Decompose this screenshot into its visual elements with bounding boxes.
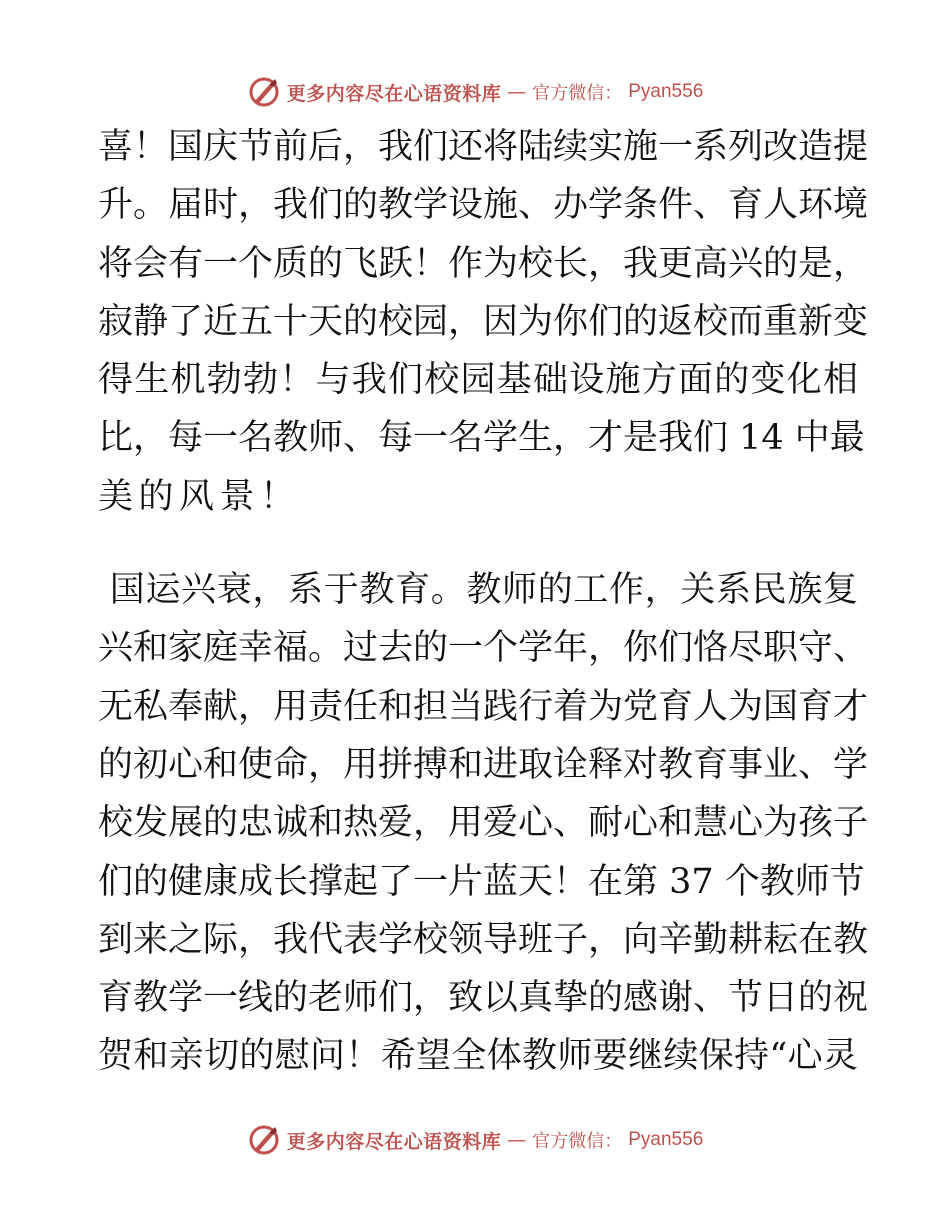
text-line: 兴和家庭幸福。过去的一个学年，你们恪尽职守、 <box>98 628 869 669</box>
text-line: 无私奉献，用责任和担当践行着为党育人为国育才 <box>98 686 869 727</box>
text-line: 国运兴衰，系于教育。教师的工作，关系民族复 <box>98 570 858 611</box>
text-line: 升。届时，我们的教学设施、办学条件、育人环境 <box>98 185 869 226</box>
paragraph-gap <box>98 526 858 561</box>
text-line: 的初心和使命，用拼搏和进取诠释对教育事业、学 <box>98 744 869 785</box>
text-line: 比，每一名教师、每一名学生，才是我们 14 中最 <box>98 418 865 459</box>
watermark-id: Pyan556 <box>628 81 704 102</box>
text-line: 校发展的忠诚和热爱，用爱心、耐心和慧心为孩子 <box>98 803 869 844</box>
watermark-id: Pyan556 <box>628 1129 704 1150</box>
document-body <box>98 118 869 1086</box>
text-line: 贺和亲切的慰问！希望全体教师要继续保持“心灵 <box>98 1036 858 1077</box>
text-line: 将会有一个质的飞跃！作为校长，我更高兴的是， <box>98 243 869 284</box>
watermark-label: 官方微信： <box>532 83 623 104</box>
watermark-text: 更多内容尽在心语资料库 <box>286 82 502 105</box>
footer-watermark <box>0 1120 950 1160</box>
text-line: 育教学一线的老师们，致以真挚的感谢、节日的祝 <box>98 978 869 1019</box>
quill-logo-icon <box>247 1123 281 1157</box>
watermark-text: 更多内容尽在心语资料库 <box>286 1130 502 1153</box>
paragraph <box>98 561 869 1086</box>
quill-logo-icon <box>247 75 281 109</box>
watermark-separator: — <box>507 81 527 103</box>
text-line: 美的风景！ <box>98 476 301 517</box>
text-line: 得生机勃勃！与我们校园基础设施方面的变化相 <box>98 360 858 401</box>
header-watermark <box>0 72 950 112</box>
paragraph <box>98 118 869 526</box>
watermark-label: 官方微信： <box>532 1131 623 1152</box>
text-line: 们的健康成长撑起了一片蓝天！在第 37 个教师节 <box>98 861 865 902</box>
watermark-separator: — <box>507 1129 527 1151</box>
text-line: 寂静了近五十天的校园，因为你们的返校而重新变 <box>98 301 869 342</box>
text-line: 喜！国庆节前后，我们还将陆续实施一系列改造提 <box>98 127 869 167</box>
text-line: 到来之际，我代表学校领导班子，向辛勤耕耘在教 <box>98 919 869 960</box>
